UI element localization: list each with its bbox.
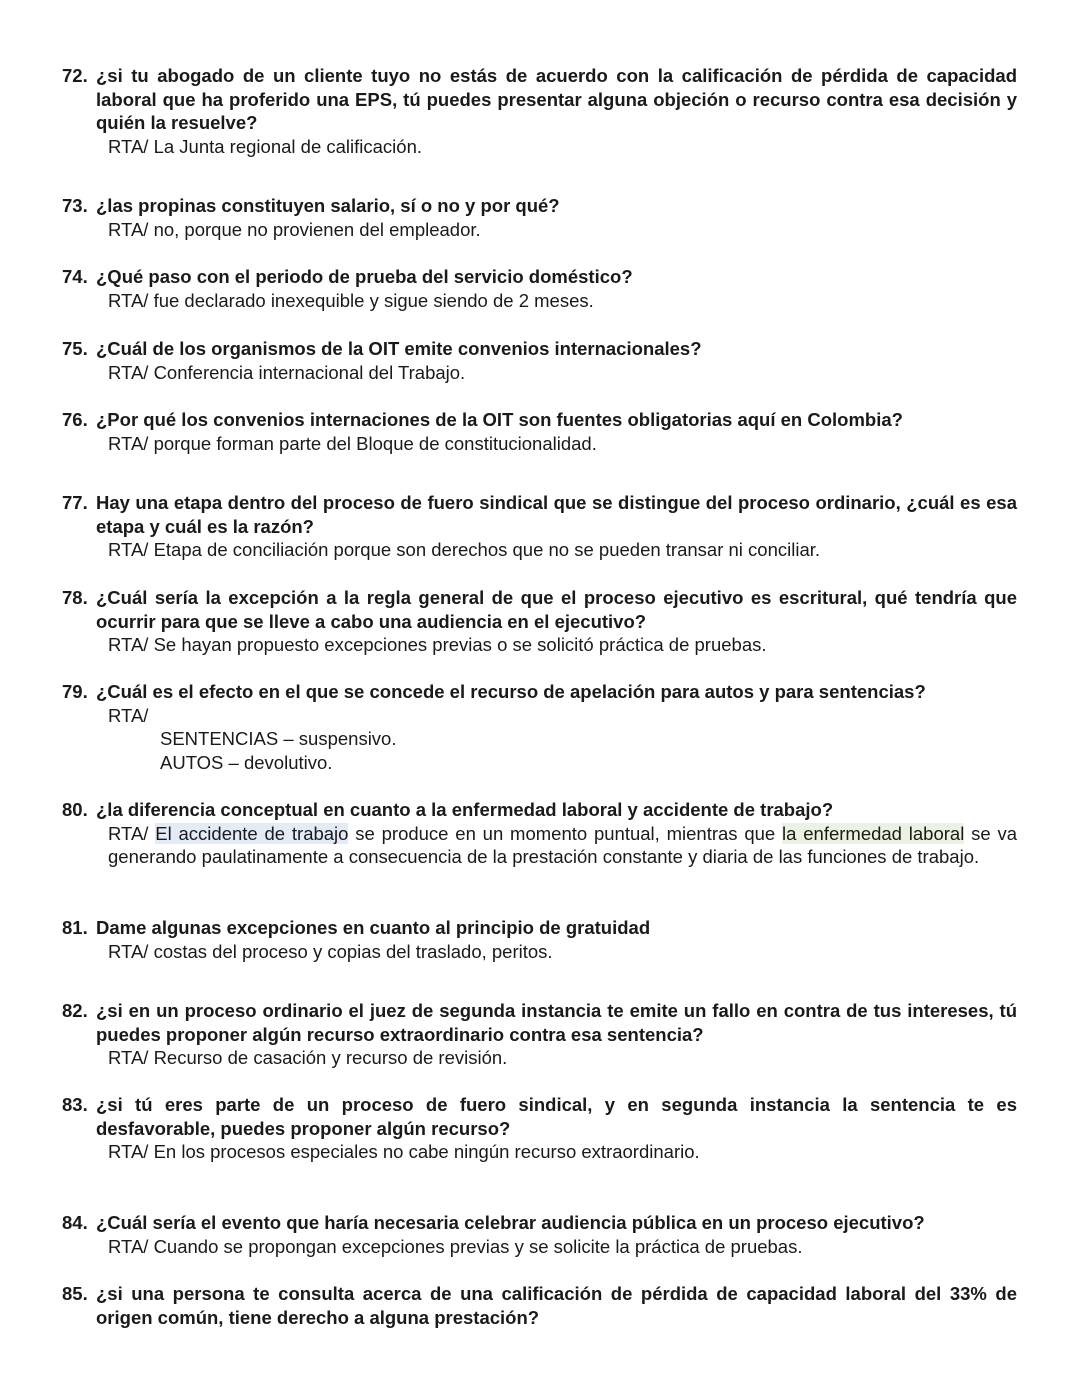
question-text: ¿Cuál sería la excepción a la regla general de que el proceso ejecutivo es escritural, qué tendría que ocurrir para que se lleve a cabo una audiencia en el ejecutivo? bbox=[96, 587, 1017, 632]
question-text: Dame algunas excepciones en cuanto al principio de gratuidad bbox=[96, 917, 651, 938]
question-number: 79. bbox=[62, 681, 88, 702]
answer bbox=[108, 822, 1017, 869]
answer-middle: se produce en un momento puntual, mientras que bbox=[348, 822, 783, 844]
question-text: ¿si tú eres parte de un proceso de fuero sindical, y en segunda instancia la sentencia te es desfavorable, puedes proponer algún recurso? bbox=[96, 1094, 1017, 1139]
question-text: ¿Cuál es el efecto en el que se concede el recurso de apelación para autos y para sentencias? bbox=[96, 681, 926, 702]
question-text: ¿las propinas constituyen salario, sí o no y por qué? bbox=[96, 195, 560, 216]
question-number: 72. bbox=[62, 65, 88, 86]
question-number: 73. bbox=[62, 195, 88, 216]
question bbox=[62, 408, 1017, 432]
answer: RTA/ Conferencia internacional del Trabajo. bbox=[108, 361, 466, 383]
question-text: ¿Cuál de los organismos de la OIT emite convenios internacionales? bbox=[96, 338, 702, 359]
answer: RTA/ Recurso de casación y recurso de revisión. bbox=[108, 1047, 508, 1068]
qa-74 bbox=[62, 265, 1017, 312]
question-text: ¿Cuál sería el evento que haría necesaria celebrar audiencia pública en un proceso ejecutivo? bbox=[96, 1212, 925, 1233]
answer: RTA/ Se hayan propuesto excepciones previas o se solicitó práctica de pruebas. bbox=[108, 634, 767, 655]
question bbox=[62, 999, 1017, 1046]
question bbox=[62, 798, 1017, 822]
qa-85 bbox=[62, 1282, 1017, 1329]
question bbox=[62, 491, 1017, 538]
question-number: 75. bbox=[62, 338, 88, 359]
question bbox=[62, 916, 1017, 940]
question-number: 83. bbox=[62, 1094, 88, 1115]
qa-81 bbox=[62, 916, 1017, 963]
answer: RTA/ no, porque no provienen del empleador. bbox=[108, 218, 481, 240]
question-text: ¿Qué paso con el periodo de prueba del servicio doméstico? bbox=[96, 266, 633, 287]
qa-78 bbox=[62, 586, 1017, 657]
question-number: 78. bbox=[62, 587, 88, 608]
question-number: 76. bbox=[62, 409, 88, 430]
answer-prefix: RTA/ bbox=[108, 822, 156, 844]
highlight-accidente: El accidente de trabajo bbox=[155, 822, 349, 844]
qa-79 bbox=[62, 680, 1017, 774]
qa-80 bbox=[62, 798, 1017, 869]
answer: RTA/ bbox=[108, 704, 149, 726]
question bbox=[62, 265, 1017, 289]
qa-82 bbox=[62, 999, 1017, 1070]
question-number: 84. bbox=[62, 1212, 88, 1233]
question bbox=[62, 680, 1017, 704]
highlight-enfermedad: la enfermedad laboral bbox=[782, 822, 965, 844]
qa-75 bbox=[62, 337, 1017, 384]
question-number: 81. bbox=[62, 917, 88, 938]
answer: RTA/ porque forman parte del Bloque de constitucionalidad. bbox=[108, 432, 597, 454]
question-text: ¿Por qué los convenios internaciones de la OIT son fuentes obligatorias aquí en Colombia? bbox=[96, 409, 903, 430]
question-text: ¿si una persona te consulta acerca de una calificación de pérdida de capacidad laboral del 33% de origen común, tiene derecho a alguna prestación? bbox=[96, 1283, 1017, 1328]
question-text: ¿si en un proceso ordinario el juez de segunda instancia te emite un fallo en contra de tus intereses, tú puedes proponer algún recurso extraordinario contra esa sentencia? bbox=[96, 1000, 1017, 1045]
question bbox=[62, 1093, 1017, 1140]
question-text: Hay una etapa dentro del proceso de fuero sindical que se distingue del proceso ordinario, ¿cuál es esa etapa y cuál es la razón? bbox=[96, 492, 1017, 537]
question-number: 74. bbox=[62, 266, 88, 287]
answer-line-sentencias: SENTENCIAS – suspensivo. bbox=[160, 728, 397, 749]
qa-73 bbox=[62, 194, 1017, 241]
answer: RTA/ costas del proceso y copias del traslado, peritos. bbox=[108, 940, 553, 962]
answer: RTA/ En los procesos especiales no cabe ningún recurso extraordinario. bbox=[108, 1141, 700, 1162]
qa-84 bbox=[62, 1211, 1017, 1258]
question-number: 80. bbox=[62, 799, 88, 820]
qa-76 bbox=[62, 408, 1017, 455]
question bbox=[62, 1282, 1017, 1329]
question-number: 82. bbox=[62, 1000, 88, 1021]
answer: RTA/ La Junta regional de calificación. bbox=[108, 135, 422, 157]
question bbox=[62, 194, 1017, 218]
answer-line-autos: AUTOS – devolutivo. bbox=[160, 751, 333, 773]
question-number: 77. bbox=[62, 492, 88, 513]
question-text: ¿si tu abogado de un cliente tuyo no estás de acuerdo con la calificación de pérdida de capacidad laboral que ha proferido una EPS, tú puedes presentar alguna objeción o recurso contra esa decisión y quién la resuelve? bbox=[96, 65, 1017, 133]
answer: RTA/ Etapa de conciliación porque son derechos que no se pueden transar ni conciliar. bbox=[108, 539, 821, 560]
answer: RTA/ fue declarado inexequible y sigue siendo de 2 meses. bbox=[108, 289, 594, 311]
question-text: ¿la diferencia conceptual en cuanto a la enfermedad laboral y accidente de trabajo? bbox=[96, 799, 834, 820]
question bbox=[62, 586, 1017, 633]
question bbox=[62, 337, 1017, 361]
qa-77 bbox=[62, 491, 1017, 562]
question-number: 85. bbox=[62, 1283, 88, 1304]
question bbox=[62, 1211, 1017, 1235]
qa-83 bbox=[62, 1093, 1017, 1164]
question bbox=[62, 64, 1017, 135]
answer-end: se va generando paulatinamente a consecuencia de la prestación constante y diaria de las funciones de trabajo. bbox=[108, 822, 1018, 867]
qa-72 bbox=[62, 64, 1017, 158]
answer: RTA/ Cuando se propongan excepciones previas y se solicite la práctica de pruebas. bbox=[108, 1235, 803, 1257]
